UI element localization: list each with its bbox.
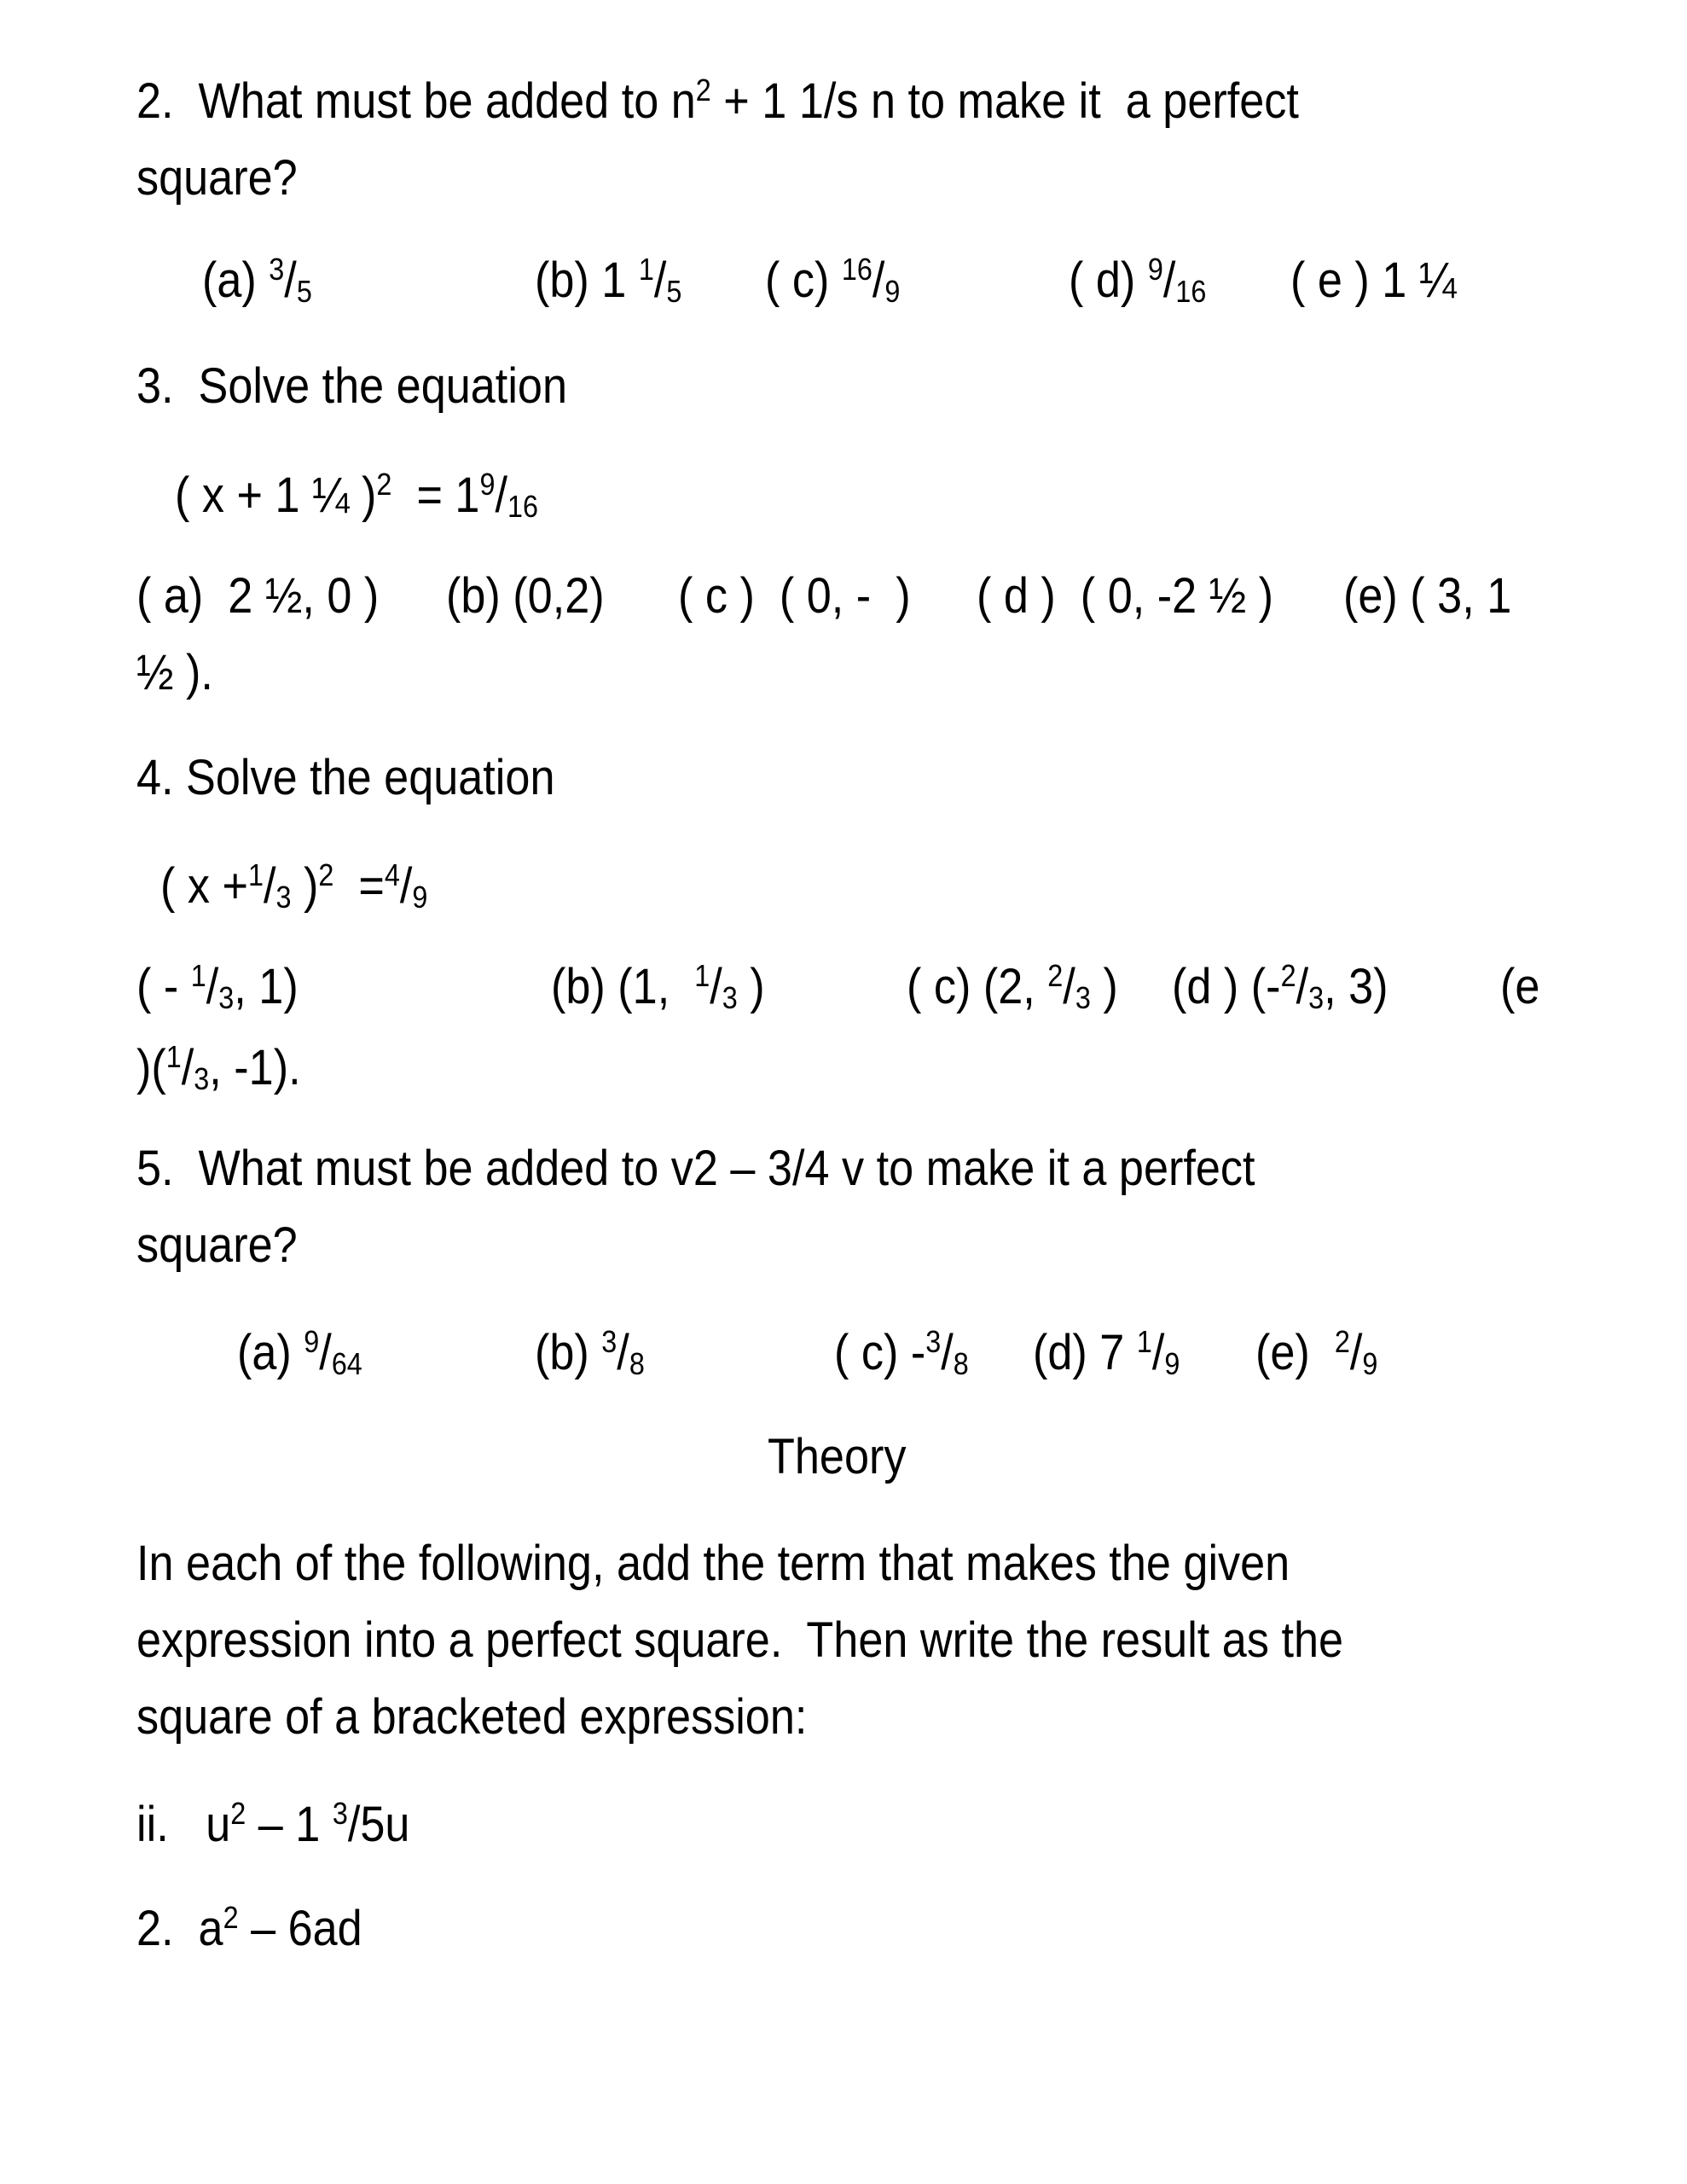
- q5-option-d: [1033, 1324, 1180, 1382]
- fraction-denominator: 16: [507, 489, 538, 525]
- q4-option-e-continued: [136, 1039, 301, 1097]
- option-label: ( e ): [1290, 253, 1383, 308]
- fraction-slash: /: [653, 253, 667, 308]
- fraction-denominator: 5: [296, 274, 312, 310]
- option-label: ( c): [834, 1325, 911, 1380]
- q3-equation: [175, 467, 538, 525]
- option-text: , -1).: [209, 1040, 301, 1095]
- q2-stem-line1: [136, 73, 1299, 129]
- option-text: (d ) (-: [1172, 959, 1281, 1014]
- fraction-numerator: 4: [384, 857, 400, 893]
- q4-stem: 4. Solve the equation: [136, 750, 555, 805]
- equation-equals: =: [333, 858, 385, 914]
- q3-option-e-continued: ½ ).: [136, 645, 213, 700]
- fraction-numerator: 1: [638, 252, 654, 288]
- fraction-slash: /: [1349, 1325, 1363, 1380]
- fraction-numerator: 1: [165, 1039, 182, 1075]
- equation-lhs: ( x +: [160, 858, 248, 914]
- option-text: , 3): [1324, 959, 1388, 1014]
- fraction-slash: /: [1296, 959, 1309, 1014]
- theory-instructions-line2: expression into a perfect square. Then write the result as the: [136, 1612, 1344, 1668]
- exponent: 2: [223, 1900, 239, 1936]
- fraction-numerator: 9: [479, 467, 496, 502]
- fraction-denominator: 3: [194, 1061, 210, 1097]
- q2-option-c: [765, 252, 901, 310]
- fraction-numerator: 3: [925, 1324, 942, 1360]
- q4-equation: [160, 857, 428, 915]
- fraction-numerator: 1: [694, 958, 710, 994]
- fraction-denominator: 3: [1075, 980, 1091, 1016]
- q3-option-b: (b) (0,2): [446, 568, 605, 624]
- fraction-slash: /: [495, 468, 507, 523]
- mixed-number: 1 ¼: [1382, 253, 1457, 308]
- variable: a: [198, 1901, 223, 1956]
- option-label: (d): [1033, 1325, 1100, 1380]
- q3-option-e: (e) ( 3, 1: [1343, 568, 1512, 624]
- fraction-slash: /: [617, 1325, 629, 1380]
- fraction-numerator: 16: [841, 252, 872, 288]
- option-text: ): [1090, 959, 1118, 1014]
- fraction-slash: /: [710, 959, 722, 1014]
- whole-number: 1: [601, 253, 639, 308]
- q3-stem: 3. Solve the equation: [136, 358, 567, 414]
- q5-option-c: [834, 1324, 969, 1382]
- theory-heading: Theory: [768, 1429, 907, 1484]
- option-text: ): [737, 959, 765, 1014]
- equation-exponent: 2: [318, 857, 334, 893]
- q4-option-d: [1172, 958, 1388, 1016]
- fraction-slash: /: [284, 253, 297, 308]
- item-number: 2.: [136, 1901, 174, 1956]
- exponent: 2: [230, 1796, 246, 1832]
- option-label: (b): [535, 1325, 602, 1380]
- option-text: 7: [1099, 1325, 1137, 1380]
- fraction-numerator: 9: [304, 1324, 320, 1360]
- fraction-numerator: 2: [1280, 958, 1296, 994]
- equation-equals: = 1: [391, 468, 480, 523]
- theory-item-2: [136, 1900, 362, 1956]
- q2-option-e: [1290, 253, 1457, 308]
- option-text: -: [910, 1325, 926, 1380]
- q2-option-d: [1069, 252, 1207, 310]
- fraction-numerator: 2: [1047, 958, 1064, 994]
- theory-instructions-line3: square of a bracketed expression:: [136, 1689, 808, 1745]
- fraction-numerator: 3: [269, 252, 285, 288]
- q3-option-c: ( c ) ( 0, - ): [678, 568, 911, 624]
- option-label: (a): [202, 253, 270, 308]
- fraction-denominator: 9: [884, 274, 901, 310]
- fraction-slash: /: [399, 858, 413, 914]
- fraction-denominator: 64: [331, 1346, 362, 1382]
- q5-stem-line1: 5. What must be added to v2 – 3/4 v to make it a perfect: [136, 1141, 1255, 1196]
- item-spacer: [169, 1797, 206, 1852]
- fraction-numerator: 1: [1136, 1324, 1152, 1360]
- theory-instructions-line1: In each of the following, add the term that makes the given: [136, 1536, 1290, 1591]
- q5-stem-line2: square?: [136, 1217, 298, 1273]
- q5-option-a: [237, 1324, 362, 1382]
- q2-stem-text: 2. What must be added to n: [136, 73, 696, 129]
- fraction-numerator: 3: [601, 1324, 617, 1360]
- option-label: (b): [535, 253, 602, 308]
- fraction-denominator: 5: [666, 274, 682, 310]
- q2-stem-text-2: + 1 1/s n to make it a perfect: [710, 73, 1299, 129]
- option-text: ( c) (2,: [907, 959, 1048, 1014]
- item-spacer: [174, 1901, 199, 1956]
- fraction-slash: /: [941, 1325, 954, 1380]
- option-label: ( c): [765, 253, 842, 308]
- option-text: )(: [136, 1040, 166, 1095]
- equation-exponent: 2: [376, 467, 392, 502]
- fraction-denominator: 3: [275, 880, 292, 915]
- equation-close: ): [291, 858, 319, 914]
- fraction-denominator: 3: [722, 980, 738, 1016]
- option-label: ( d): [1069, 253, 1148, 308]
- q5-option-b: [535, 1324, 645, 1382]
- fraction-denominator: 9: [1164, 1346, 1180, 1382]
- q4-option-c: [907, 958, 1118, 1016]
- fraction-denominator: 9: [412, 880, 428, 915]
- q4-option-a: [136, 958, 299, 1016]
- fraction-denominator: 3: [1308, 980, 1325, 1016]
- q2-exponent: 2: [695, 73, 711, 108]
- option-text: (b) (1,: [551, 959, 695, 1014]
- expression-text: – 1: [246, 1797, 333, 1852]
- q4-option-e: [1500, 959, 1540, 1014]
- fraction-slash: /: [206, 959, 219, 1014]
- fraction-denominator: 9: [1362, 1346, 1378, 1382]
- fraction-slash: /: [1162, 253, 1176, 308]
- fraction-numerator: 2: [1334, 1324, 1350, 1360]
- option-text: (e: [1500, 959, 1540, 1014]
- q4-option-b: [551, 958, 765, 1016]
- fraction-denominator: 8: [629, 1346, 645, 1382]
- q2-stem-line2: square?: [136, 150, 298, 206]
- fraction-numerator: 3: [332, 1796, 348, 1832]
- option-label: (a): [237, 1325, 304, 1380]
- item-number: ii.: [136, 1797, 169, 1852]
- fraction-denominator: 3: [218, 980, 235, 1016]
- q3-option-a: ( a) 2 ½, 0 ): [136, 568, 380, 624]
- fraction-numerator: 1: [190, 958, 206, 994]
- option-text: , 1): [234, 959, 299, 1014]
- option-label: (e): [1255, 1325, 1335, 1380]
- q3-option-d: ( d ) ( 0, -2 ½ ): [977, 568, 1274, 624]
- fraction-denominator: 8: [953, 1346, 969, 1382]
- fraction-slash: /: [1151, 1325, 1165, 1380]
- option-text: ( -: [136, 959, 191, 1014]
- fraction-slash: /: [319, 1325, 332, 1380]
- theory-item-ii: [136, 1796, 410, 1852]
- expression-text: /5u: [347, 1797, 410, 1852]
- q5-option-e: [1255, 1324, 1378, 1382]
- expression-text: – 6ad: [238, 1901, 362, 1956]
- fraction-numerator: 1: [247, 857, 264, 893]
- fraction-slash: /: [263, 858, 276, 914]
- fraction-slash: /: [181, 1040, 194, 1095]
- fraction-numerator: 9: [1147, 252, 1163, 288]
- equation-lhs: ( x + 1 ¼ ): [175, 468, 377, 523]
- fraction-denominator: 16: [1175, 274, 1207, 310]
- q2-option-a: [202, 252, 312, 310]
- q2-option-b: [535, 252, 682, 310]
- variable: u: [206, 1797, 231, 1852]
- fraction-slash: /: [872, 253, 885, 308]
- fraction-slash: /: [1063, 959, 1075, 1014]
